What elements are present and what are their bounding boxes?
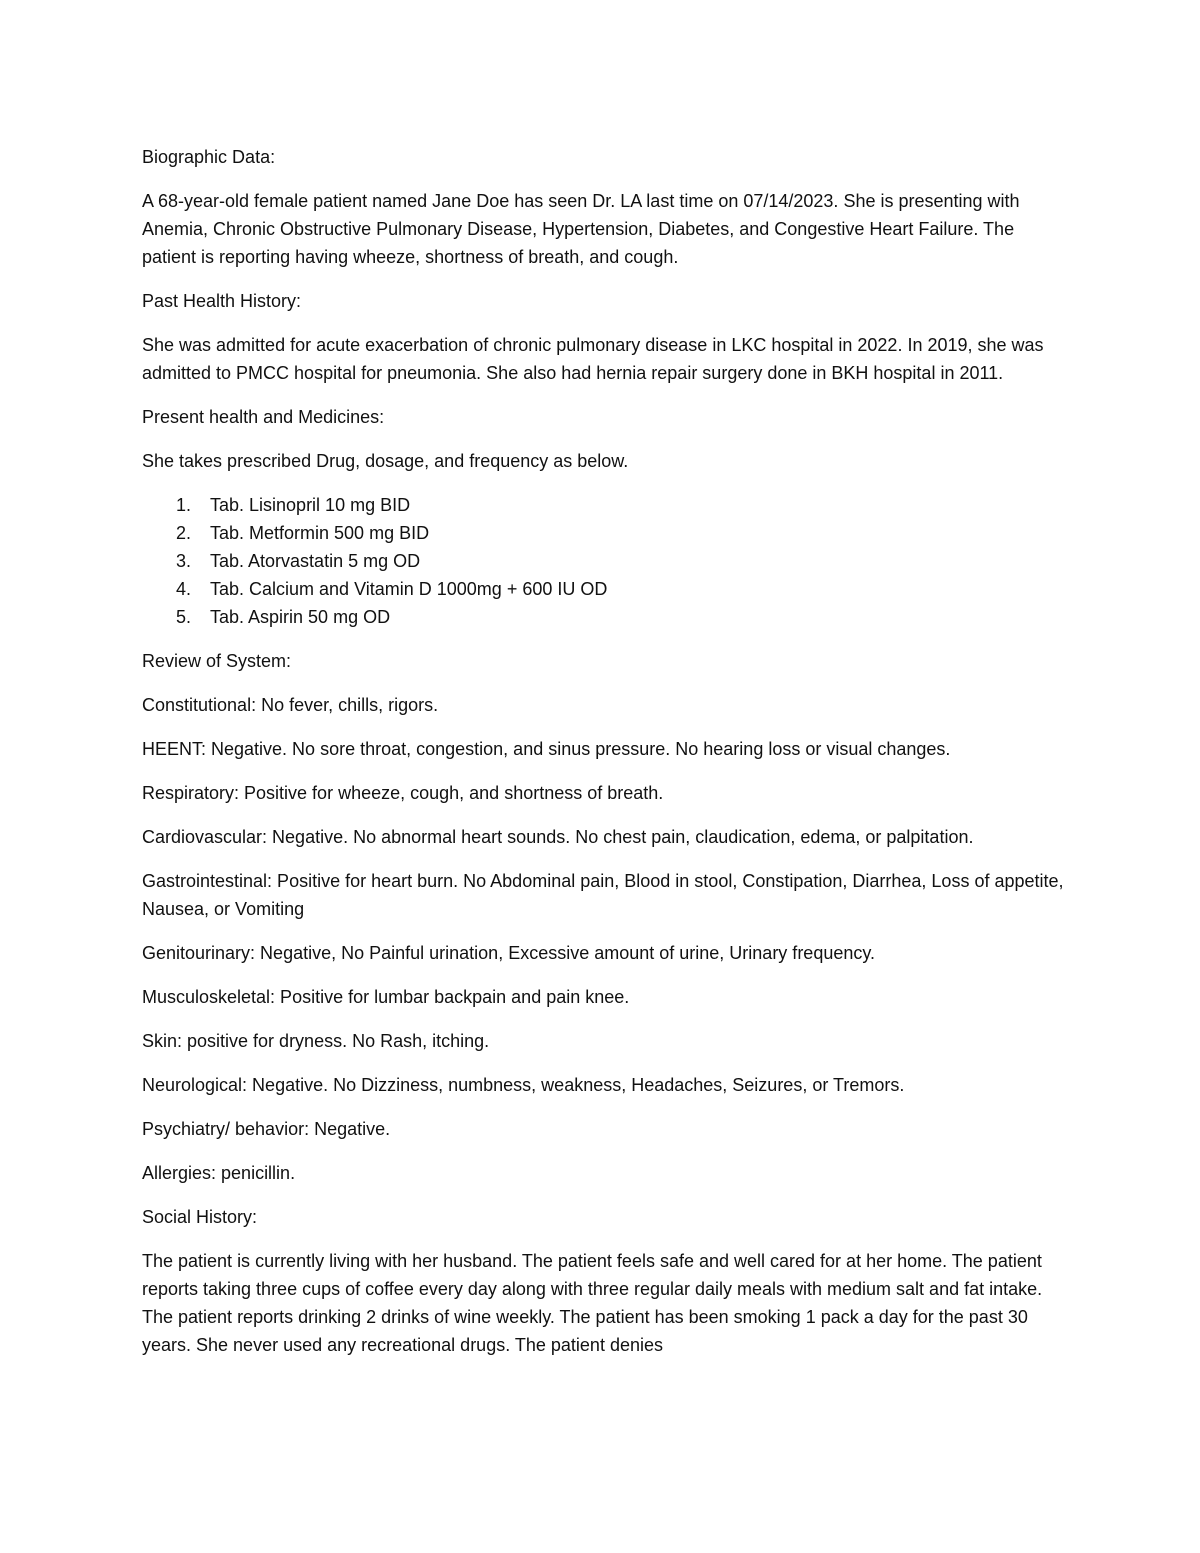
list-item-number: 4. <box>176 579 192 599</box>
ros-neurological: Neurological: Negative. No Dizziness, numbness, weakness, Headaches, Seizures, or Tremors. <box>142 1075 905 1095</box>
list-item-text: Tab. Atorvastatin 5 mg OD <box>210 551 421 571</box>
list-item-number: 1. <box>176 495 192 515</box>
social-history-heading: Social History: <box>142 1207 258 1227</box>
list-item-number: 3. <box>176 551 192 571</box>
past-history-heading: Past Health History: <box>142 291 302 311</box>
present-health-heading: Present health and Medicines: <box>142 407 385 427</box>
list-item <box>142 603 1072 631</box>
ros-respiratory: Respiratory: Positive for wheeze, cough, and shortness of breath. <box>142 783 664 803</box>
list-item-text: Tab. Aspirin 50 mg OD <box>210 607 391 627</box>
list-item-text: Tab. Calcium and Vitamin D 1000mg + 600 IU OD <box>210 579 608 599</box>
social-history-body: The patient is currently living with her husband. The patient feels safe and well cared for at her home. The patient reports taking three cups of coffee every day along with three regular daily meals with medium salt and fat intake. The patient reports drinking 2 drinks of wine weekly. The patient has been smoking 1 pack a day for the past 30 years. She never used any recreational drugs. The patient denies <box>142 1251 1043 1355</box>
ros-psychiatry: Psychiatry/ behavior: Negative. <box>142 1119 391 1139</box>
ros-cardiovascular: Cardiovascular: Negative. No abnormal heart sounds. No chest pain, claudication, edema, or palpitation. <box>142 827 974 847</box>
present-health-intro: She takes prescribed Drug, dosage, and frequency as below. <box>142 451 629 471</box>
medication-list <box>142 491 1072 631</box>
ros-allergies: Allergies: penicillin. <box>142 1163 296 1183</box>
biographic-heading: Biographic Data: <box>142 147 276 167</box>
past-history-body: She was admitted for acute exacerbation of chronic pulmonary disease in LKC hospital in 2022. In 2019, she was admitted to PMCC hospital for pneumonia. She also had hernia repair surgery done in BKH hospital in 2011. <box>142 335 1044 383</box>
ros-heent: HEENT: Negative. No sore throat, congestion, and sinus pressure. No hearing loss or visual changes. <box>142 739 951 759</box>
ros-constitutional: Constitutional: No fever, chills, rigors. <box>142 695 439 715</box>
list-item <box>142 547 1072 575</box>
ros-musculoskeletal: Musculoskeletal: Positive for lumbar backpain and pain knee. <box>142 987 630 1007</box>
biographic-body: A 68-year-old female patient named Jane Doe has seen Dr. LA last time on 07/14/2023. She is presenting with Anemia, Chronic Obstructive Pulmonary Disease, Hypertension, Diabetes, and Congestive Heart Failure. The patient is reporting having wheeze, shortness of breath, and cough. <box>142 191 1020 267</box>
ros-genitourinary: Genitourinary: Negative, No Painful urination, Excessive amount of urine, Urinary frequency. <box>142 943 876 963</box>
ros-skin: Skin: positive for dryness. No Rash, itching. <box>142 1031 490 1051</box>
ros-gastrointestinal: Gastrointestinal: Positive for heart burn. No Abdominal pain, Blood in stool, Constipation, Diarrhea, Loss of appetite, Nausea, or Vomiting <box>142 871 1064 919</box>
list-item-text: Tab. Lisinopril 10 mg BID <box>210 495 411 515</box>
list-item <box>142 575 1072 603</box>
list-item <box>142 519 1072 547</box>
review-of-system-heading: Review of System: <box>142 651 292 671</box>
list-item <box>142 491 1072 519</box>
list-item-text: Tab. Metformin 500 mg BID <box>210 523 430 543</box>
list-item-number: 5. <box>176 607 192 627</box>
document-content <box>142 143 1072 1375</box>
list-item-number: 2. <box>176 523 192 543</box>
